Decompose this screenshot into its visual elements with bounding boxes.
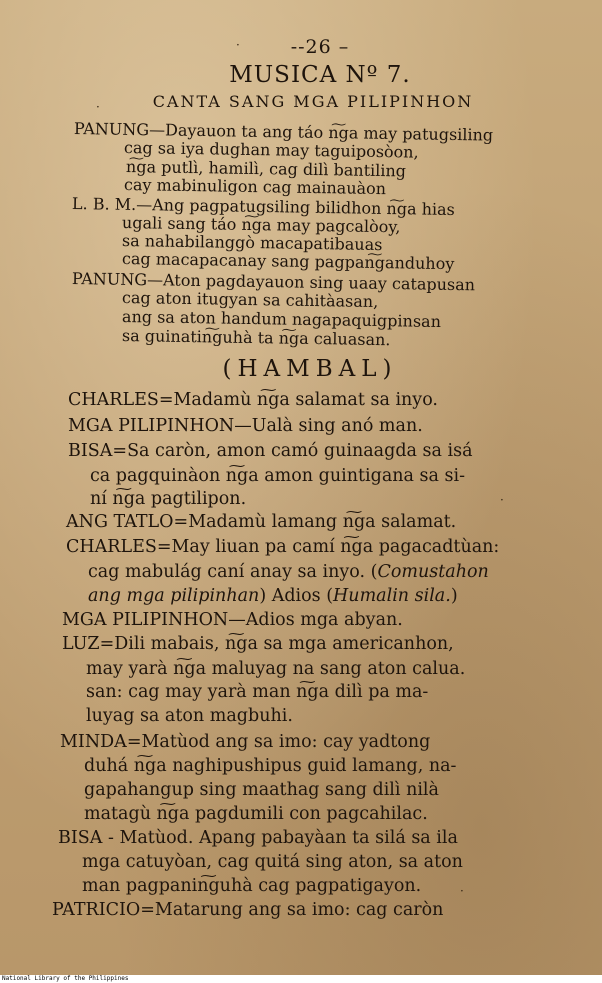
dialogue-line: mga catuyòan, cag quitá sing aton, sa aton — [82, 852, 463, 872]
section-heading: (HAMBAL) — [222, 356, 398, 382]
song-line: ugali sang táo n͠ga may pagcalòoy, — [121, 213, 401, 237]
dialogue-line: ní n͠ga pagtilipon. — [90, 489, 247, 509]
song-line: PANUNG—Aton pagdayauon sing uaay catapusan — [71, 269, 476, 295]
song-subtitle: CANTA SANG MGA PILIPINHON — [152, 92, 474, 111]
dialogue-line: ang mga pilipinhan) Adios (Humalin sila.) — [88, 586, 458, 606]
song-line: ang sa aton handum nagapaquigpinsan — [121, 307, 442, 332]
ink-speck: · — [460, 884, 464, 898]
dialogue-line: PATRICIO=Matarung ang sa imo: cag caròn — [52, 900, 444, 920]
page-number: --26 – — [290, 36, 350, 58]
dialogue-line: CHARLES=May liuan pa camí n͠ga pagacadtùan: — [66, 537, 500, 557]
library-credit: National Library of the Philippines — [0, 975, 602, 983]
dialogue-line: MINDA=Matùod ang sa imo: cay yadtong — [60, 732, 431, 752]
dialogue-line: luyag sa aton magbuhi. — [86, 706, 293, 726]
ink-speck: · — [236, 38, 240, 52]
ink-speck: · — [500, 493, 504, 507]
dialogue-line: BISA - Matùod. Apang pabayàan ta silá sa ila — [58, 828, 458, 848]
dialogue-line: ca pagquinàon n͠ga amon guintigana sa si- — [90, 466, 465, 486]
dialogue-line: may yarà n͠ga maluyag na sang aton calua. — [86, 659, 466, 679]
ink-speck: · — [96, 100, 100, 114]
dialogue-line: san: cag may yarà man n͠ga dilì pa ma- — [86, 682, 429, 702]
dialogue-line: BISA=Sa caròn, amon camó guinaagda sa isá — [68, 441, 473, 461]
song-line: cag aton itugyan sa cahitàasan, — [121, 288, 379, 312]
song-line: n͠ga putlì, hamilì, cag dilì bantiling — [125, 157, 407, 181]
dialogue-line: MGA PILIPINHON—Ualà sing anó man. — [68, 416, 423, 436]
song-line: cay mabinuligon cag mainauàon — [123, 175, 387, 199]
dialogue-line: matagù n͠ga pagdumili con pagcahilac. — [84, 804, 428, 824]
dialogue-line: CHARLES=Madamù n͠ga salamat sa inyo. — [68, 390, 438, 410]
song-line: sa guinatin͠guhà ta n͠ga caluasan. — [121, 326, 391, 350]
song-line: cag sa iya dughan may taguiposòon, — [123, 138, 419, 162]
song-line: sa nahabilanggò macapatibauas — [121, 231, 383, 255]
song-line: PANUNG—Dayauon ta ang táo n͠ga may patugsiling — [73, 119, 494, 145]
song-line: L. B. M.—Ang pagpatugsiling bilidhon n͠ga hias — [71, 194, 455, 220]
dialogue-line: man pagpanin͠guhà cag pagpatigayon. — [82, 876, 422, 896]
dialogue-line: LUZ=Dili mabais, n͠ga sa mga americanhon, — [62, 634, 454, 654]
dialogue-line: cag mabulág caní anay sa inyo. (Comustahon — [88, 562, 489, 582]
dialogue-line: duhá n͠ga naghipushipus guid lamang, na- — [84, 756, 457, 776]
dialogue-line: gapahangup sing maathag sang dilì nilà — [84, 780, 439, 800]
dialogue-line: MGA PILIPINHON—Adios mga abyan. — [62, 610, 403, 630]
song-title: MUSICA Nº 7. — [229, 62, 411, 88]
dialogue-line: ANG TATLO=Madamù lamang n͠ga salamat. — [66, 512, 457, 532]
song-line: cag macapacanay sang pagpan͠ganduhoy — [121, 249, 455, 274]
